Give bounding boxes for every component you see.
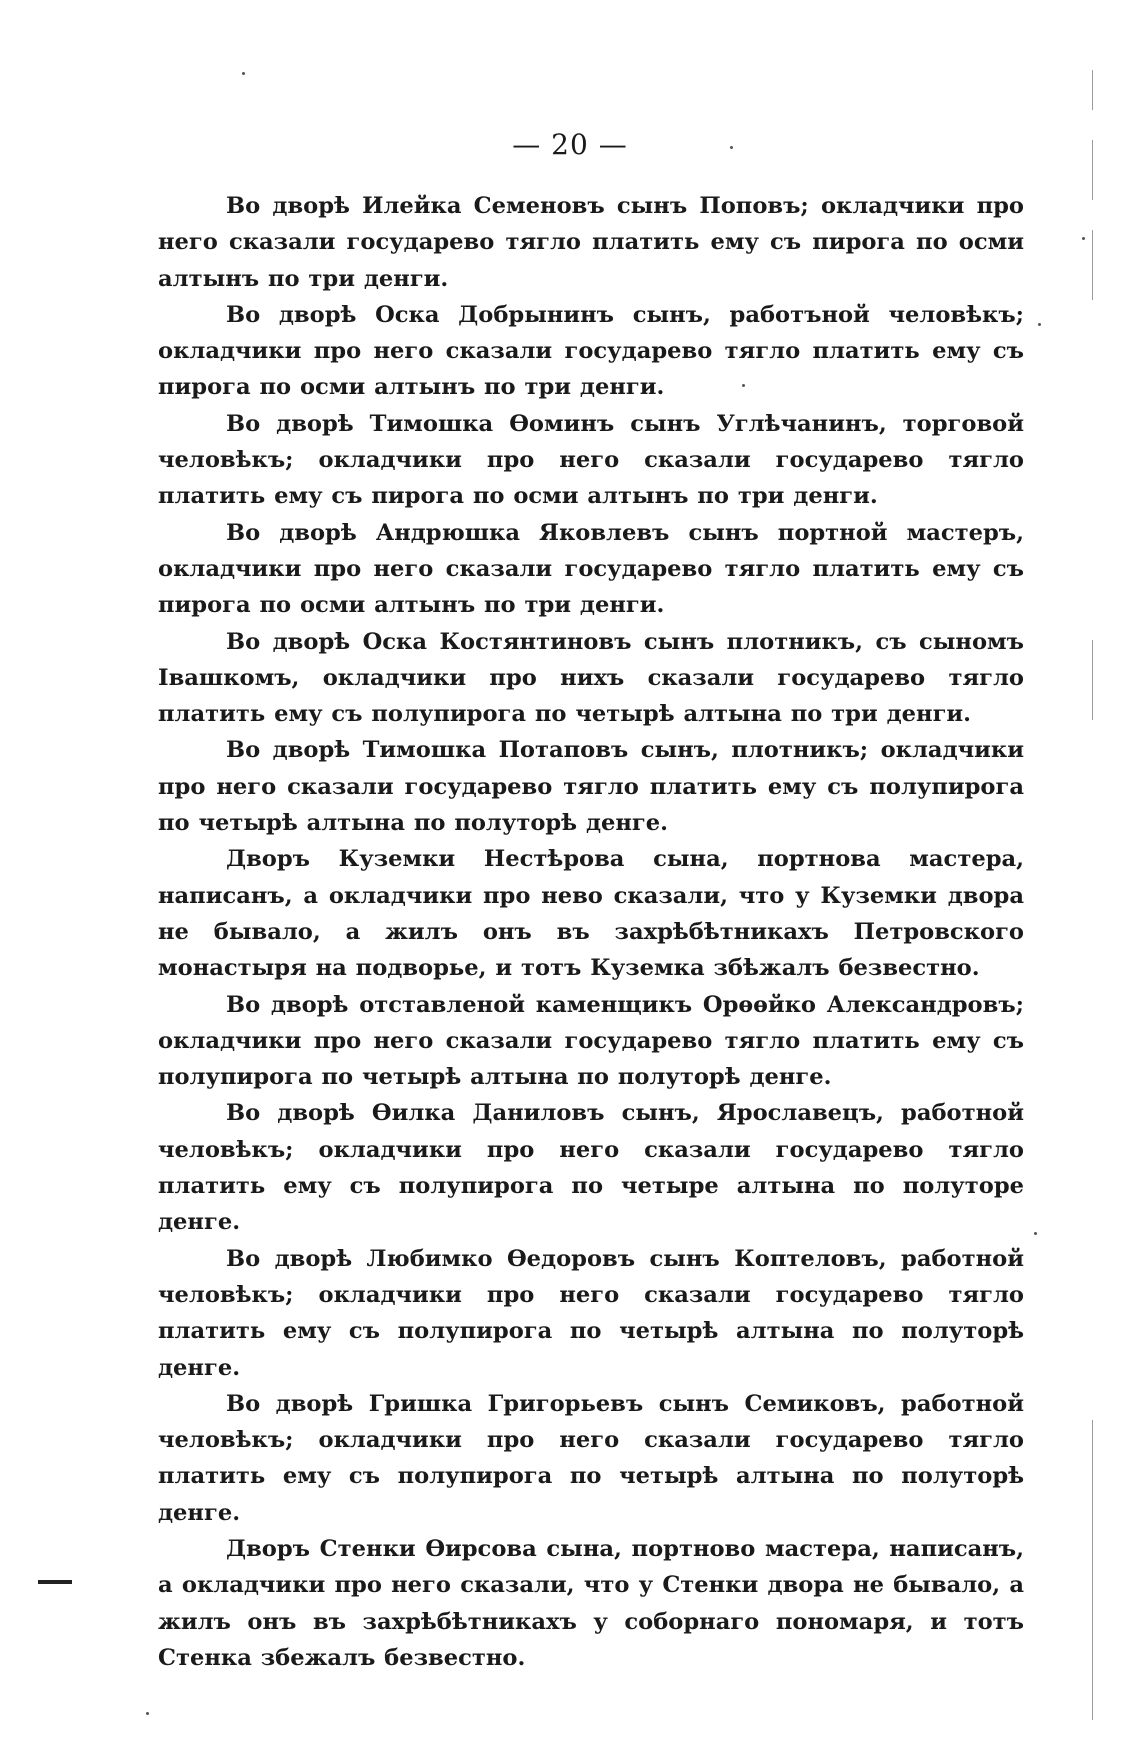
paragraph: Во дворѣ Андрюшка Яковлевъ сынъ портной мастеръ, окладчики про него сказали государево тягло платить ему съ пирога по осми алтынъ по три денги. bbox=[158, 519, 1024, 619]
paragraph: Во дворѣ Оска Костянтиновъ сынъ плотникъ, съ сыномъ Івашкомъ, окладчики про нихъ сказали государево тягло платить ему съ полупирога по четырѣ алтына по три денги. bbox=[158, 628, 1024, 728]
scan-speck bbox=[1082, 237, 1085, 240]
paragraph: Во дворѣ Илейка Семеновъ сынъ Поповъ; окладчики про него сказали государево тягло платить ему съ пирога по осми алтынъ по три денги. bbox=[158, 193, 1024, 292]
paragraph: Во дворѣ Любимко Ѳедоровъ сынъ Коптеловъ, работной человѣкъ; окладчики про него сказали государево тягло платить ему съ полупирога по четырѣ алтына по полуторѣ денге. bbox=[158, 1245, 1024, 1381]
scan-edge-line bbox=[1092, 140, 1093, 200]
scan-edge-line bbox=[1092, 70, 1093, 110]
paragraph: Во дворѣ Тимошка Потаповъ сынъ, плотникъ; окладчики про него сказали государево тягло платить ему съ полупирога по четырѣ алтына по полуторѣ денге. bbox=[158, 737, 1024, 837]
scan-speck bbox=[1038, 323, 1041, 326]
paragraph: Во дворѣ Ѳилка Даниловъ сынъ, Ярославецъ, работной человѣкъ; окладчики про него сказали государево тягло платить ему съ полупирога по четыре алтына по полуторе денге. bbox=[158, 1100, 1024, 1236]
scan-speck bbox=[1034, 1232, 1037, 1235]
scan-edge-line bbox=[1092, 1420, 1093, 1720]
scan-speck bbox=[242, 72, 245, 75]
scan-speck bbox=[742, 384, 745, 387]
scan-edge-line bbox=[1092, 230, 1093, 300]
body-text bbox=[158, 188, 1024, 1676]
paragraph: Дворъ Стенки Ѳирсова сына, портново мастера, написанъ, а окладчики про него сказали, что у Стенки двора не бывало, а жилъ онъ въ захрѣбѣтникахъ у соборнаго пономаря, и тотъ Стенка збежалъ безвестно. bbox=[158, 1535, 1024, 1671]
paragraph: Дворъ Куземки Нестѣрова сына, портнова мастера, написанъ, а окладчики про нево сказали, что у Куземки двора не бывало, а жилъ онъ въ захрѣбѣтникахъ Петровского монастыря на подворье, и тотъ Куземка збѣжалъ безвестно. bbox=[158, 846, 1024, 982]
page-number: — 20 — bbox=[512, 128, 628, 161]
paragraph: Во дворѣ Оска Добрынинъ сынъ, работъной человѣкъ; окладчики про него сказали государево тягло платить ему съ пирога по осми алтынъ по три денги. bbox=[158, 301, 1024, 401]
paragraph: Во дворѣ Гришка Григорьевъ сынъ Семиковъ, работной человѣкъ; окладчики про него сказали государево тягло платить ему съ полупирога по четырѣ алтына по полуторѣ денге. bbox=[158, 1390, 1024, 1526]
scan-speck bbox=[146, 1712, 149, 1715]
scan-edge-line bbox=[1092, 640, 1093, 720]
paragraph: Во дворѣ Тимошка Ѳоминъ сынъ Углѣчанинъ, торговой человѣкъ; окладчики про него сказали государево тягло платить ему съ пирога по осми алтынъ по три денги. bbox=[158, 410, 1024, 510]
scan-edge-mark bbox=[38, 1580, 72, 1584]
paragraph: Во дворѣ отставленой каменщикъ Орѳѳйко Александровъ; окладчики про него сказали государево тягло платить ему съ полупирога по четырѣ алтына по полуторѣ денге. bbox=[158, 991, 1024, 1091]
scan-speck bbox=[730, 146, 733, 149]
